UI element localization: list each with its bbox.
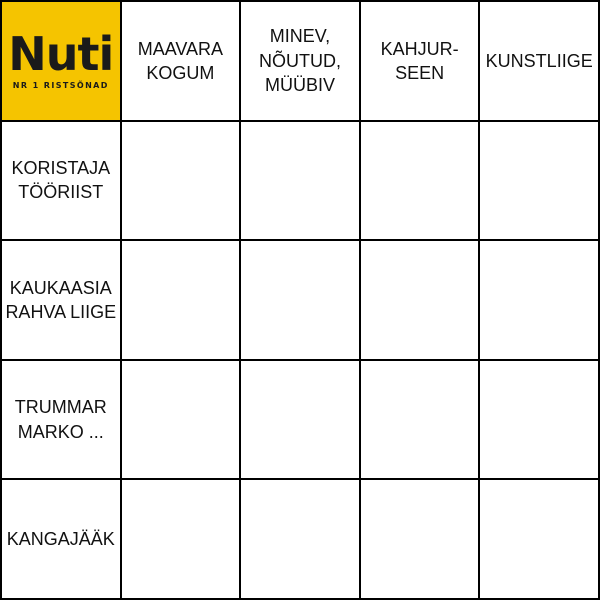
answer-cell-r4c2[interactable] — [241, 480, 361, 600]
column-clue-4-text: KUNSTLIIGE — [485, 50, 593, 71]
answer-cell-r4c3[interactable] — [361, 480, 481, 600]
answer-cell-r2c4[interactable] — [480, 241, 600, 361]
answer-cell-r3c1[interactable] — [122, 361, 242, 481]
brand-logo — [2, 2, 122, 122]
answer-cell-r4c1[interactable] — [122, 480, 242, 600]
row-clue-4-text: KANGAJÄÄK — [6, 529, 115, 550]
answer-cell-r2c3[interactable] — [361, 241, 481, 361]
column-clue-2-text: MINEV, NÕUTUD, MÜÜBIV — [258, 26, 341, 95]
answer-cell-r1c3[interactable] — [361, 122, 481, 242]
logo-wordmark: Nuti — [8, 27, 114, 82]
column-clue-3 — [361, 2, 481, 122]
answer-cell-r1c4[interactable] — [480, 122, 600, 242]
answer-cell-r3c4[interactable] — [480, 361, 600, 481]
row-clue-3 — [2, 361, 122, 481]
answer-cell-r1c2[interactable] — [241, 122, 361, 242]
column-clue-2 — [241, 2, 361, 122]
column-clue-4 — [480, 2, 600, 122]
row-clue-3-text: TRUMMAR MARKO ... — [14, 397, 107, 442]
answer-cell-r2c1[interactable] — [122, 241, 242, 361]
row-clue-1-text: KORISTAJA TÖÖRIIST — [11, 158, 111, 203]
column-clue-1 — [122, 2, 242, 122]
row-clue-2 — [2, 241, 122, 361]
answer-cell-r3c3[interactable] — [361, 361, 481, 481]
answer-cell-r1c1[interactable] — [122, 122, 242, 242]
row-clue-1 — [2, 122, 122, 242]
column-clue-3-text: KAHJUR- SEEN — [380, 38, 459, 83]
column-clue-1-text: MAAVARA KOGUM — [137, 38, 224, 83]
answer-cell-r3c2[interactable] — [241, 361, 361, 481]
row-clue-2-text: KAUKAASIA RAHVA LIIGE — [5, 277, 117, 322]
row-clue-4 — [2, 480, 122, 600]
answer-cell-r4c4[interactable] — [480, 480, 600, 600]
answer-cell-r2c2[interactable] — [241, 241, 361, 361]
logo-tagline: NR 1 RISTSÕNAD — [12, 81, 109, 91]
